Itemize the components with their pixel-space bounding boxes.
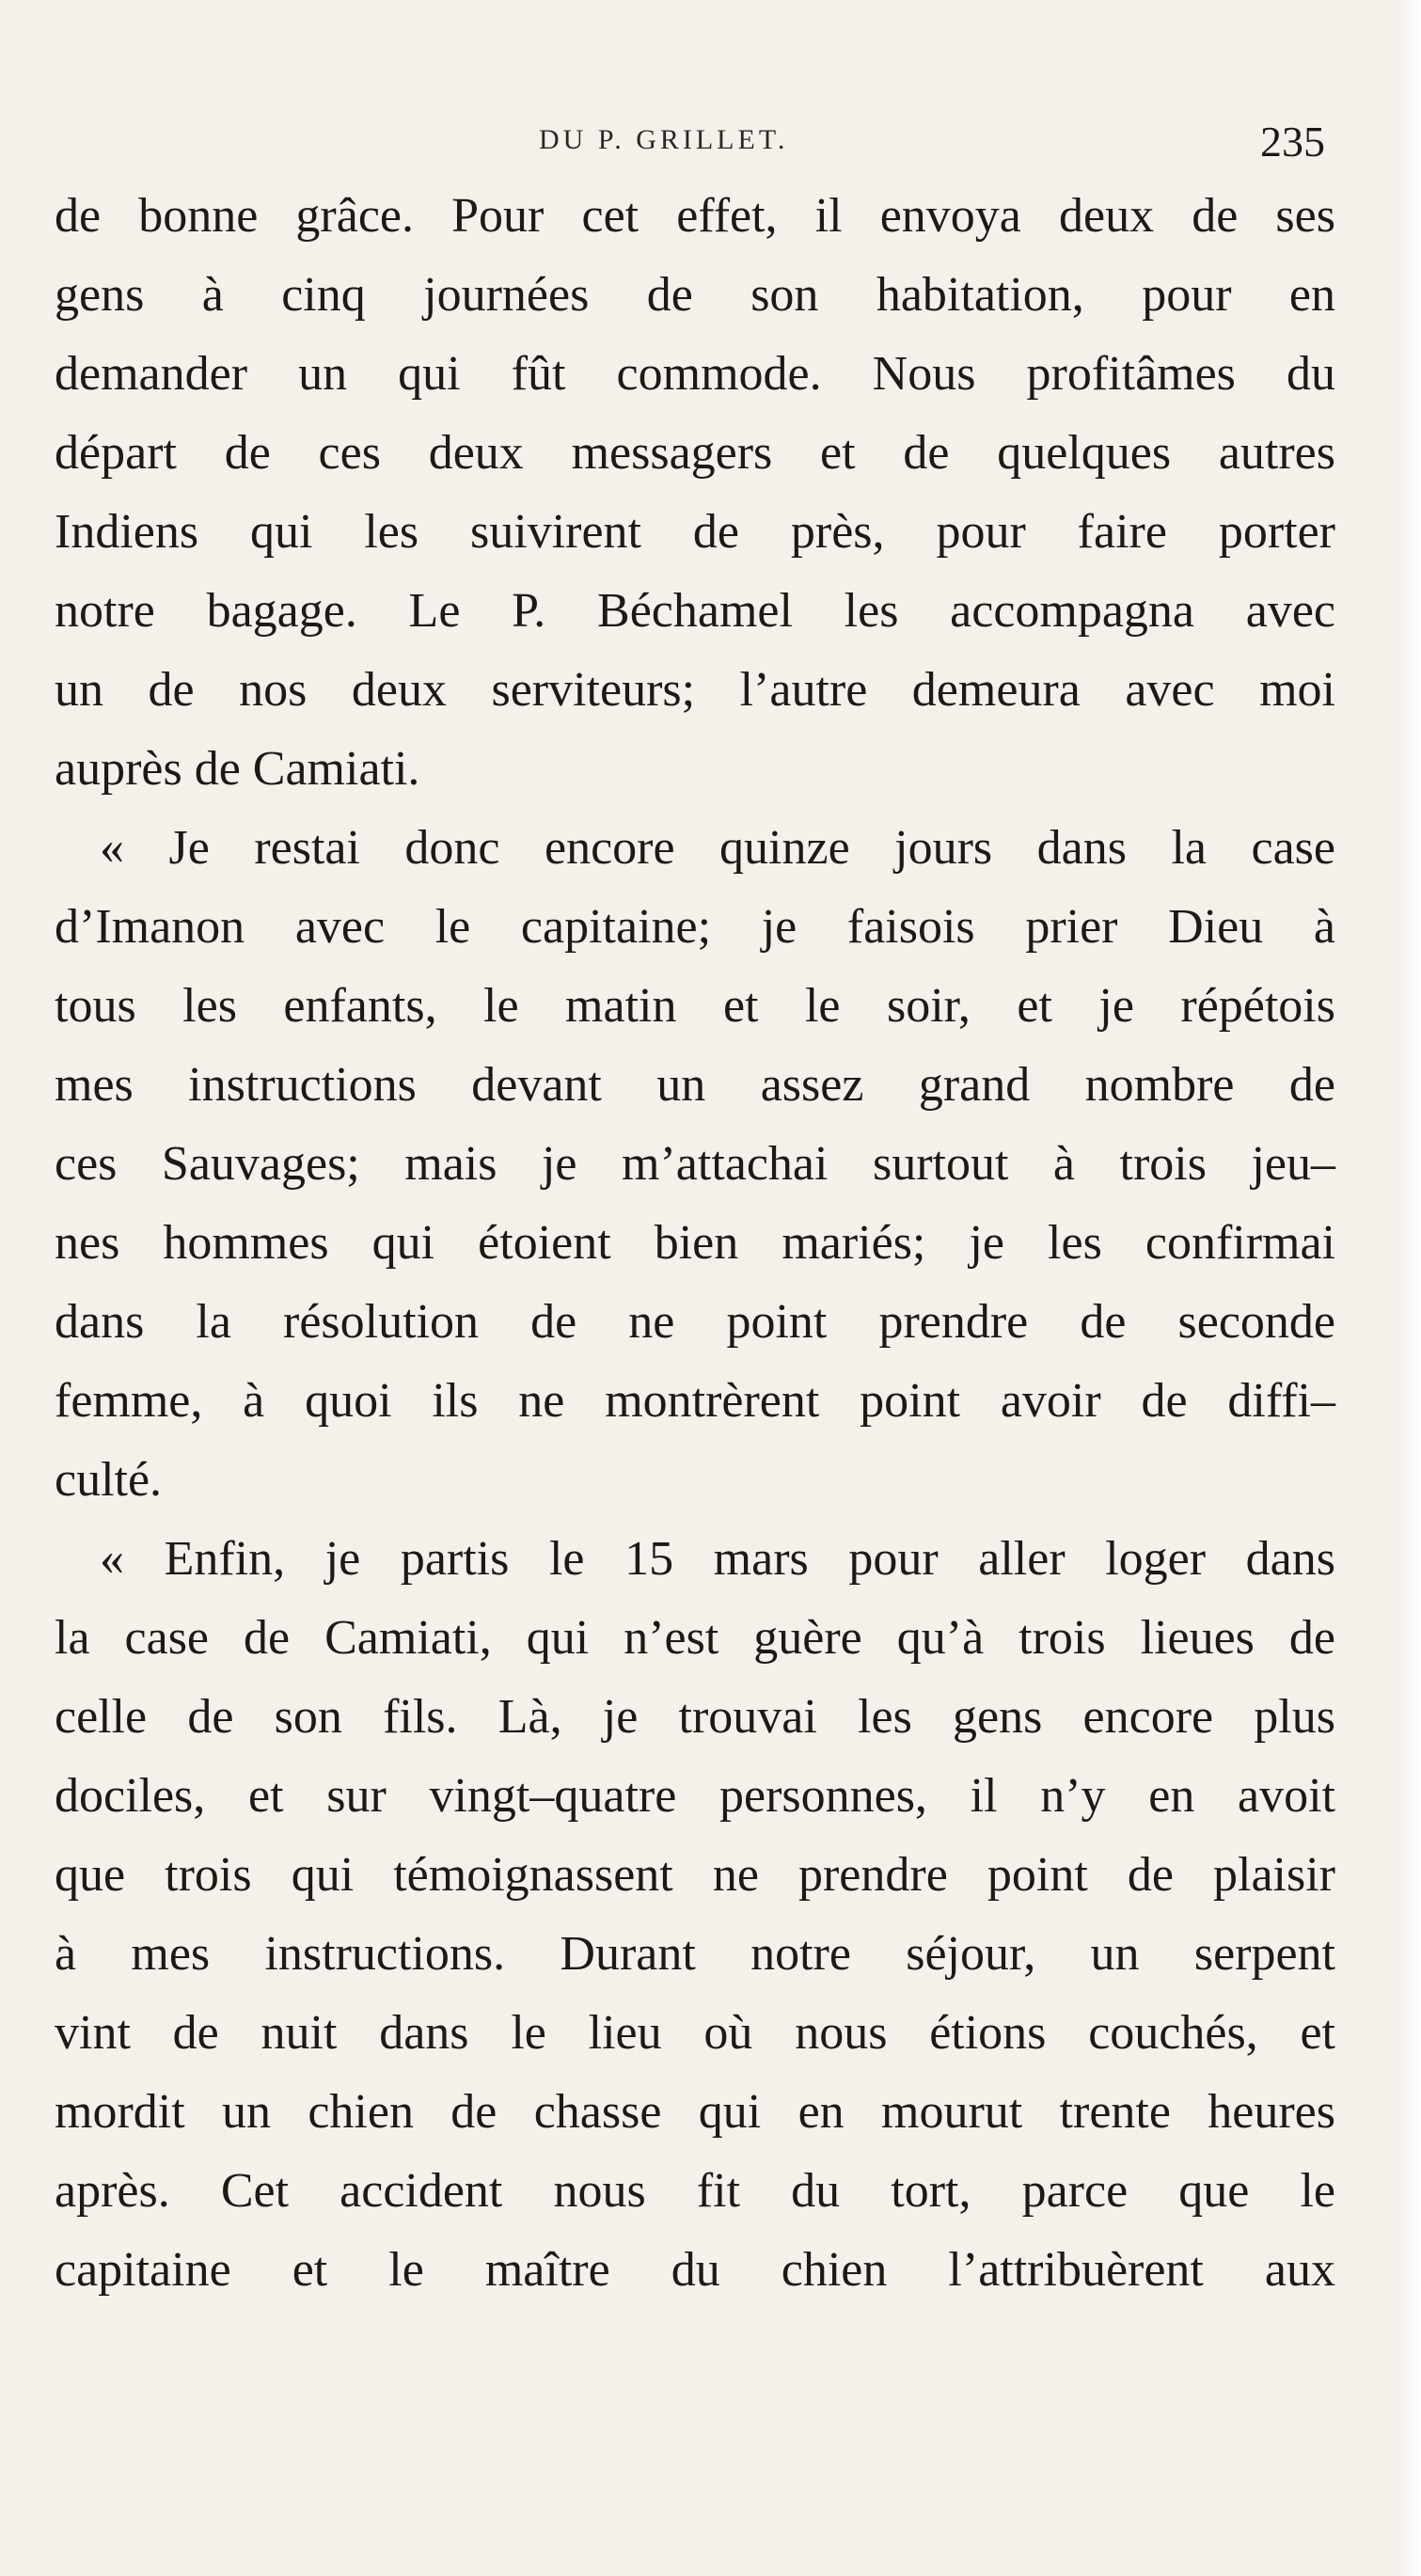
running-head: DU P. GRILLET. [539,124,789,155]
text-line: tous les enfants, le matin et le soir, et je répétois [55,979,1335,1033]
text-line: ces Sauvages; mais je m’attachai surtout à trois jeu– [55,1137,1335,1191]
text-line: dociles, et sur vingt–quatre personnes, il n’y en avoit [55,1769,1335,1823]
text-line: après. Cet accident nous fit du tort, parce que le [55,2164,1335,2218]
text-line: départ de ces deux messagers et de quelques autres [55,426,1335,480]
text-line: gens à cinq journées de son habitation, pour en [55,268,1335,322]
page-number: 235 [1260,118,1325,166]
text-line: la case de Camiati, qui n’est guère qu’à trois lieues de [55,1611,1335,1665]
text-line: demander un qui fût commode. Nous profitâmes du [55,347,1335,401]
paragraph-start-line: « Enfin, je partis le 15 mars pour aller loger dans [100,1532,1335,1586]
text-line: mes instructions devant un assez grand nombre de [55,1058,1335,1112]
text-line: de bonne grâce. Pour cet effet, il envoya deux de ses [55,189,1335,243]
text-line: celle de son fils. Là, je trouvai les gens encore plus [55,1690,1335,1744]
text-line: un de nos deux serviteurs; l’autre demeura avec moi [55,663,1335,717]
text-line: nes hommes qui étoient bien mariés; je les confirmai [55,1216,1335,1270]
text-line: à mes instructions. Durant notre séjour, un serpent [55,1927,1335,1981]
text-line: que trois qui témoignassent ne prendre point de plaisir [55,1848,1335,1902]
page-header [0,117,1421,173]
text-line: femme, à quoi ils ne montrèrent point avoir de diffi– [55,1374,1335,1428]
text-line: d’Imanon avec le capitaine; je faisois prier Dieu à [55,900,1335,954]
text-line: mordit un chien de chasse qui en mourut trente heures [55,2085,1335,2139]
paragraph-end-line: auprès de Camiati. [55,742,420,796]
paragraph-start-line: « Je restai donc encore quinze jours dans la case [100,821,1335,875]
text-line: dans la résolution de ne point prendre de seconde [55,1295,1335,1349]
paragraph-end-line: culté. [55,1453,163,1507]
text-line: Indiens qui les suivirent de près, pour faire porter [55,505,1335,559]
text-line: notre bagage. Le P. Béchamel les accompagna avec [55,584,1335,638]
text-line: capitaine et le maître du chien l’attribuèrent aux [55,2243,1335,2297]
body-text [55,177,1335,2310]
text-line: vint de nuit dans le lieu où nous étions couchés, et [55,2006,1335,2060]
